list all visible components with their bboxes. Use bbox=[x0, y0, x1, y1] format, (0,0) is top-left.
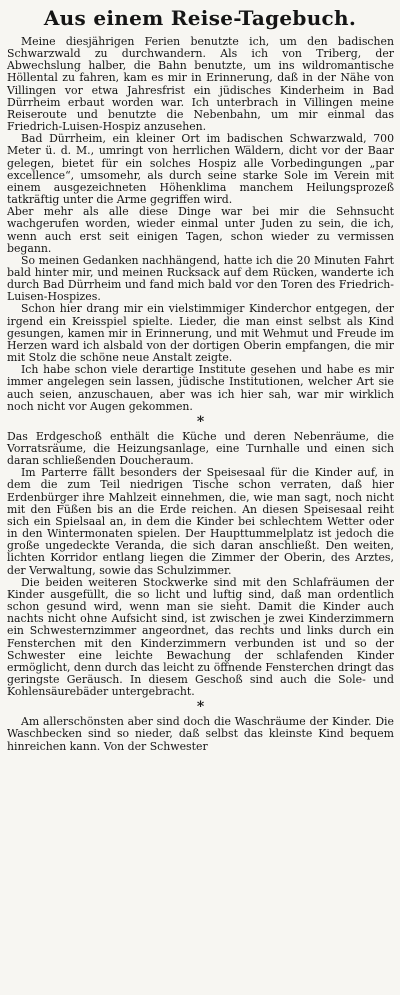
paragraph-4: So meinen Gedanken nachhängend, hatte ich die 20 Minuten Fahrt bald hinter mir, und meinen Rucksack auf dem Rücken, wanderte ich durch Bad Dürrheim und fand mich bald vor den Toren des Friedrich-Luisen-Hospizes. bbox=[7, 253, 394, 304]
paragraph-7: Das Erdgeschoß enthält die Küche und deren Nebenräume, die Vorratsräume, die Heizungsanlage, eine Turnhalle und einen sich daran schließenden Doucheraum. bbox=[7, 429, 394, 468]
paragraph-9: Die beiden weiteren Stockwerke sind mit den Schlafräumen der Kinder ausgefüllt, die so licht und luftig sind, daß man ordentlich schon gesund wird, wenn man sie sieht. Damit die Kinder auch nachts nicht ohne Aufsicht sind, ist zwischen je zwei Kinderzimmern ein Schwesternzimmer angeordnet, das rechts und links durch ein Fensterchen mit den Kinderzimmern verbunden ist und so der Schwester eine leichte Bewachung der schlafenden Kinder ermöglicht, denn durch das leicht zu öffnende Fensterchen dringt das geringste Geräusch. In diesem Geschoß sind auch die Sole- und Kohlensäurebäder untergebracht. bbox=[7, 575, 394, 699]
paragraph-6: Ich habe schon viele derartige Institute gesehen und habe es mir immer angelegen sein lassen, jüdische Institutionen, welcher Art sie auch seien, anzuschauen, aber was ich hier sah, war mir wirklich noch nicht vor Augen gekommen. bbox=[7, 363, 394, 413]
paragraph-5: Schon hier drang mir ein vielstimmiger Kinderchor entgegen, der irgend ein Kreisspiel spielte. Lieder, die man einst selbst als Kind gesungen, kamen mir in Erinnerung, und mit Wehmut und Freude im Herzen ward ich alsbald von der dortigen Oberin empfangen, die mir mit Stolz die schöne neue Anstalt zeigte. bbox=[7, 302, 394, 365]
section-separator-1: * bbox=[196, 413, 205, 430]
paragraph-3: Aber mehr als alle diese Dinge war bei mir die Sehnsucht wachgerufen worden, wieder einmal unter Juden zu sein, die ich, wenn auch erst seit einigen Tagen, schon wieder zu vermissen begann. bbox=[7, 205, 394, 255]
paragraph-10: Am allerschönsten aber sind doch die Waschräume der Kinder. Die Waschbecken sind so nieder, daß selbst das kleinste Kind bequem hinreichen kann. Von der Schwester bbox=[7, 715, 394, 753]
article-body bbox=[7, 36, 394, 753]
paragraph-1: Meine diesjährigen Ferien benutzte ich, um den badischen Schwarzwald zu durchwandern. Als ich von Triberg, der Abwechslung halber, die Bahn benutzte, um ins wildromantische Höllental zu fahren, kam es mir in Erinnerung, daß in der Nähe von Villingen vor etwa Jahresfrist ein jüdisches Kinderheim in Bad Dürrheim erbaut worden war. Ich unterbrach in Villingen meine Reiseroute und benutzte die Nebenbahn, um mir einmal das Friedrich-Luisen-Hospiz anzusehen. bbox=[7, 35, 394, 134]
article-title: Aus einem Reise-Tagebuch. bbox=[43, 6, 357, 30]
paragraph-2: Bad Dürrheim, ein kleiner Ort im badischen Schwarzwald, 700 Meter ü. d. M., umringt von herrlichen Wäldern, dicht vor der Baar gelegen, bietet für ein solches Hospiz alle Vorbedingungen „par excellence“, umsomehr, als durch seine starke Sole im Verein mit einem ausgezeichneten Höhenklima manchem Heilungsprozeß tatkräftig unter die Arme gegriffen wird. bbox=[7, 132, 394, 207]
section-separator-2: * bbox=[196, 699, 205, 716]
paragraph-8: Im Parterre fällt besonders der Speisesaal für die Kinder auf, in dem die zum Teil niedrigen Tische schon verraten, daß hier Erdenbürger ihre Mahlzeit einnehmen, die, wie man sagt, noch nicht mit den Füßen bis an die Erde reichen. An diesen Speisesaal reiht sich ein Spielsaal an, in dem die Kinder bei schlechtem Wetter oder in den Wintermonaten spielen. Der Haupttummelplatz ist jedoch die große ungedeckte Veranda, die sich daran anschließt. Den weiten, lichten Korridor entlang liegen die Zimmer der Oberin, des Arztes, der Verwaltung, sowie das Schulzimmer. bbox=[7, 466, 394, 577]
